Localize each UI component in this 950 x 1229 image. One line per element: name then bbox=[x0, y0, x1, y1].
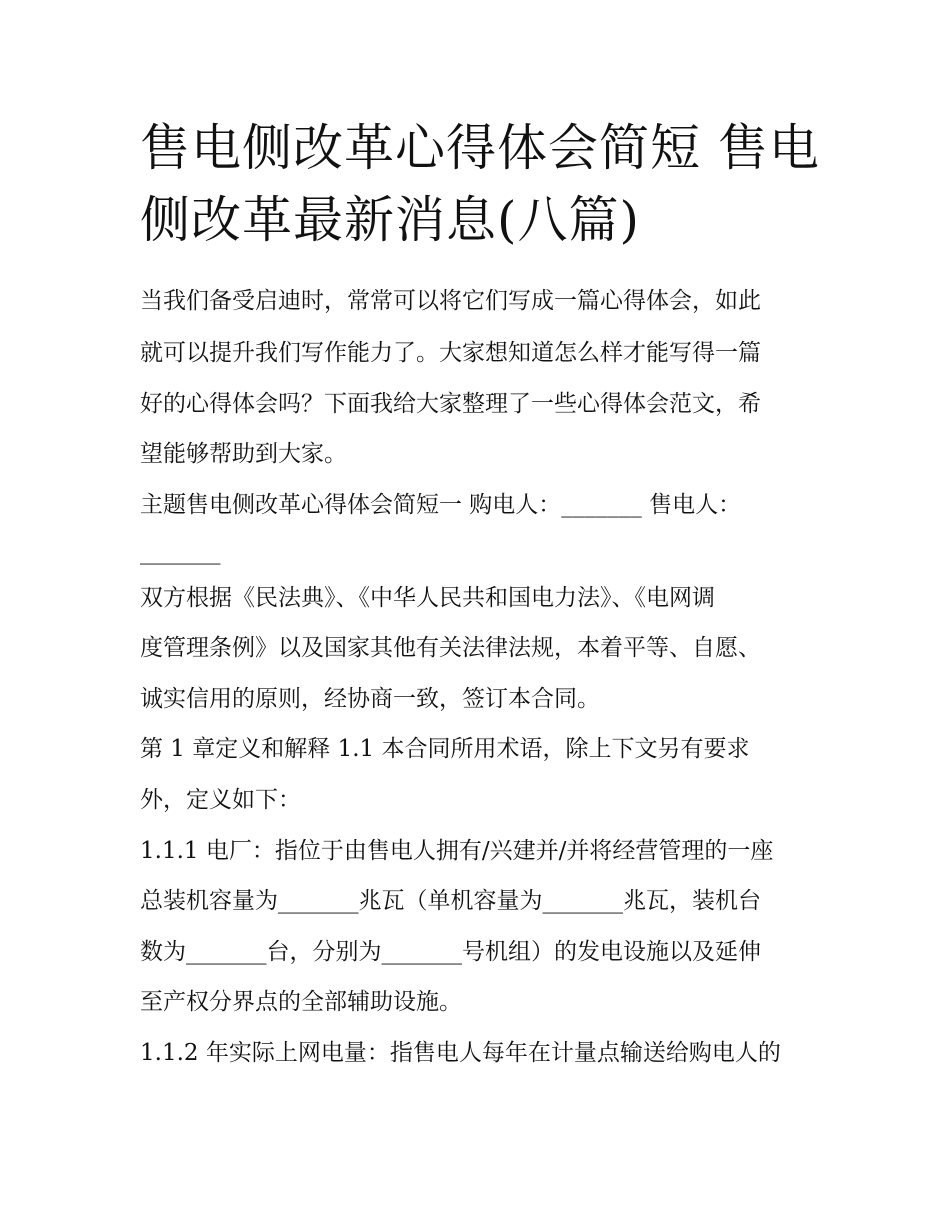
clause-111-line-3: 数为_______台，分别为_______号机组）的发电设施以及延伸 bbox=[140, 939, 761, 965]
subject-line-2: _______ bbox=[140, 539, 221, 565]
document-title bbox=[140, 112, 820, 256]
title-line-1: 售电侧改革心得体会简短 售电 bbox=[140, 119, 820, 177]
clause-111-line-4: 至产权分界点的全部辅助设施。 bbox=[140, 989, 462, 1015]
subject-line-1: 主题售电侧改革心得体会简短一 购电人：_______ 售电人： bbox=[140, 492, 742, 518]
chapter-line-1: 第 1 章定义和解释 1.1 本合同所用术语，除上下文另有要求 bbox=[140, 736, 750, 762]
intro-line-2: 就可以提升我们写作能力了。大家想知道怎么样才能写得一篇 bbox=[140, 340, 761, 366]
basis-line-3: 诚实信用的原则，经协商一致，签订本合同。 bbox=[140, 686, 600, 712]
basis-line-1: 双方根据《民法典》、《中华人民共和国电力法》、《电网调 bbox=[140, 585, 715, 611]
clause-111-line-1: 1.1.1 电厂：指位于由售电人拥有/兴建并/并将经营管理的一座 bbox=[140, 838, 774, 864]
basis-line-2: 度管理条例》以及国家其他有关法律法规，本着平等、自愿、 bbox=[140, 635, 761, 661]
clause-111-line-2: 总装机容量为_______兆瓦（单机容量为_______兆瓦，装机台 bbox=[140, 888, 761, 914]
title-line-2: 侧改革最新消息(八篇) bbox=[140, 191, 641, 249]
clause-112-line-1: 1.1.2 年实际上网电量：指售电人每年在计量点输送给购电人的 bbox=[140, 1040, 781, 1066]
intro-line-1: 当我们备受启迪时，常常可以将它们写成一篇心得体会，如此 bbox=[140, 288, 761, 314]
chapter-line-2: 外，定义如下： bbox=[140, 787, 301, 813]
intro-line-4: 望能够帮助到大家。 bbox=[140, 441, 347, 467]
intro-line-3: 好的心得体会吗？下面我给大家整理了一些心得体会范文，希 bbox=[140, 391, 761, 417]
